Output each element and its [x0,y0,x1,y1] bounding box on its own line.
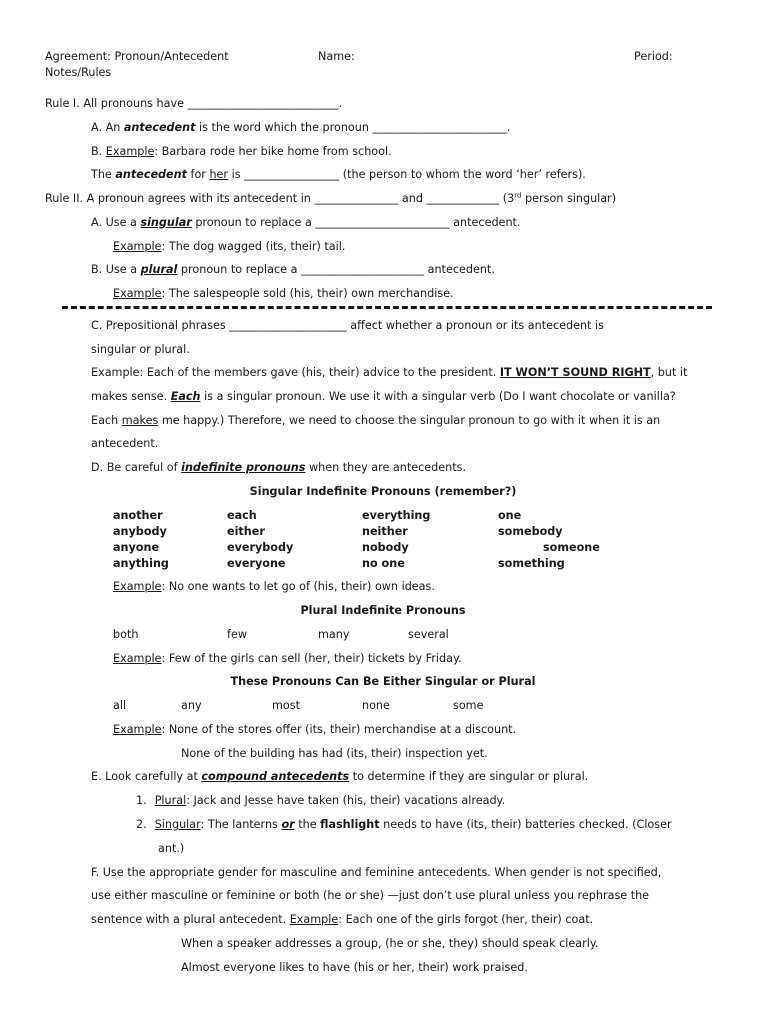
dashed-divider [62,306,712,309]
text: E. Look carefully at [91,770,202,783]
period-label: Period: [634,50,673,63]
plural-example [113,652,462,666]
text: The [91,168,116,181]
list-number: 2. [136,818,147,831]
singular-word: anything [113,557,169,570]
rule-f-line2: use either masculine or feminine or both (he or she) —just don’t use plural unless you rephrase the [91,889,650,902]
rule-2-c-example-line4: antecedent. [91,437,159,450]
rule-2-a [91,216,520,230]
rule-1-c [91,168,586,182]
example-label: Example [113,652,162,665]
rule-1-b [91,145,392,159]
rule-2-c-line2: singular or plural. [91,343,190,356]
worksheet-subtitle: Notes/Rules [45,66,112,79]
text: to determine if they are singular or plural. [349,770,589,783]
plural-word: several [408,628,449,641]
rule-e [91,770,588,784]
example-label: Example [105,145,155,158]
rule-f-line5: Almost everyone likes to have (his or her, their) work praised. [181,961,528,974]
text: Rule II. A pronoun agrees with its antecedent in _______________ and _____________ (3 [45,192,515,205]
text: needs to have (its, their) batteries checked. (Closer [379,818,672,831]
singular-word: somebody [498,525,563,538]
plural-word: many [318,628,350,641]
rule-2-a-example [113,240,345,254]
text: : No one wants to let go of (his, their) own ideas. [161,580,435,593]
text: is _________________ (the person to whom the word ‘her’ refers). [228,168,586,181]
singular-word: each [227,509,257,522]
singular-word: anybody [113,525,167,538]
singular-word: everybody [227,541,294,554]
text: makes sense. [91,390,171,403]
text: B. [91,145,106,158]
example-label: Example [113,287,162,300]
text: me happy.) Therefore, we need to choose the singular pronoun to go with it when it is an [158,414,661,427]
singular-word: someone [543,541,600,554]
rule-2-heading [45,192,616,206]
rule-f-line3 [91,913,593,927]
text: when they are antecedents. [305,461,467,474]
list-number: 1. [136,794,147,807]
text: pronoun to replace a ________________________ antecedent. [191,216,521,229]
rule-2-b [91,263,495,277]
term-antecedent: antecedent [123,121,196,134]
singular-word: everyone [227,557,286,570]
either-example [113,723,516,737]
rule-2-c-example-line3 [91,414,660,428]
text: for [186,168,210,181]
text: pronoun to replace a ______________________ antecedent. [177,263,495,276]
term-singular: singular [140,216,192,229]
example-label: Example [113,240,162,253]
rule-2-d [91,461,466,475]
word-her: her [209,168,229,181]
either-word: any [181,699,202,712]
emphasis-caps: IT WON’T SOUND RIGHT [499,366,651,379]
rule-e-item-2-cont: ant.) [158,842,185,855]
plural-word: both [113,628,139,641]
name-label: Name: [318,50,355,63]
term-plural: plural [140,263,178,276]
rule-e-item-1 [136,794,505,808]
singular-word: anyone [113,541,160,554]
text: : Few of the girls can sell (her, their) tickets by Friday. [161,652,462,665]
plural-title: Plural Indefinite Pronouns [300,604,466,617]
singular-word: one [498,509,522,522]
text: Example: Each of the members gave (his, their) advice to the president. [91,366,500,379]
text: A. Use a [91,216,141,229]
term-indefinite-pronouns: indefinite pronouns [181,461,306,474]
example-label: Example [113,723,162,736]
text: : Jack and Jesse have taken (his, their) vacations already. [186,794,506,807]
singular-word: neither [362,525,408,538]
text: : None of the stores offer (its, their) merchandise at a discount. [161,723,517,736]
singular-word: nobody [362,541,409,554]
either-word: some [453,699,484,712]
plural-label: Plural [154,794,187,807]
text: : Each one of the girls forgot (her, their) coat. [338,913,594,926]
text: : Barbara rode her bike home from school. [154,145,392,158]
singular-example [113,580,435,594]
text: : The salespeople sold (his, their) own merchandise. [161,287,454,300]
text: the [294,818,321,831]
text: is a singular pronoun. We use it with a singular verb (Do I want chocolate or vanilla? [200,390,676,403]
either-example-2: None of the building has had (its, their) inspection yet. [181,747,488,760]
text: person singular) [521,192,617,205]
either-word: most [272,699,300,712]
text: : The lanterns [200,818,282,831]
singular-word: everything [362,509,431,522]
worksheet-title: Agreement: Pronoun/Antecedent [45,50,229,63]
term-antecedent: antecedent [115,168,187,181]
text: , but it [650,366,688,379]
either-word: all [113,699,127,712]
text: : The dog wagged (its, their) tail. [161,240,346,253]
rule-2-c-example-line2 [91,390,676,404]
either-word: none [362,699,390,712]
singular-word: another [113,509,163,522]
singular-label: Singular [154,818,201,831]
singular-title: Singular Indefinite Pronouns (remember?) [249,485,517,498]
superscript: rd [514,191,522,200]
rule-1-a [91,121,510,135]
term-flashlight: flashlight [320,818,380,831]
rule-2-c-example-line1 [91,366,687,380]
example-label: Example [113,580,162,593]
example-label: Example [289,913,339,926]
text: is the word which the pronoun ________________________. [195,121,511,134]
singular-word: something [498,557,565,570]
singular-word: no one [362,557,405,570]
text: B. Use a [91,263,141,276]
plural-word: few [227,628,247,641]
text: Each [91,414,122,427]
term-or: or [281,818,295,831]
rule-2-b-example [113,287,454,301]
rule-f-line4: When a speaker addresses a group, (he or she, they) should speak clearly. [181,937,599,950]
term-compound-antecedents: compound antecedents [201,770,350,783]
singular-word: either [227,525,265,538]
word-makes: makes [121,414,159,427]
term-each: Each [170,390,201,403]
rule-2-c-line1: C. Prepositional phrases _____________________ affect whether a pronoun or its antecedent is [91,319,604,332]
rule-1-heading: Rule I. All pronouns have ___________________________. [45,97,343,110]
either-title: These Pronouns Can Be Either Singular or Plural [230,675,536,688]
text: A. An [91,121,124,134]
text: D. Be careful of [91,461,182,474]
rule-f-line1: F. Use the appropriate gender for masculine and feminine antecedents. When gender is not specified, [91,866,662,879]
rule-e-item-2 [136,818,672,832]
text: sentence with a plural antecedent. [91,913,290,926]
